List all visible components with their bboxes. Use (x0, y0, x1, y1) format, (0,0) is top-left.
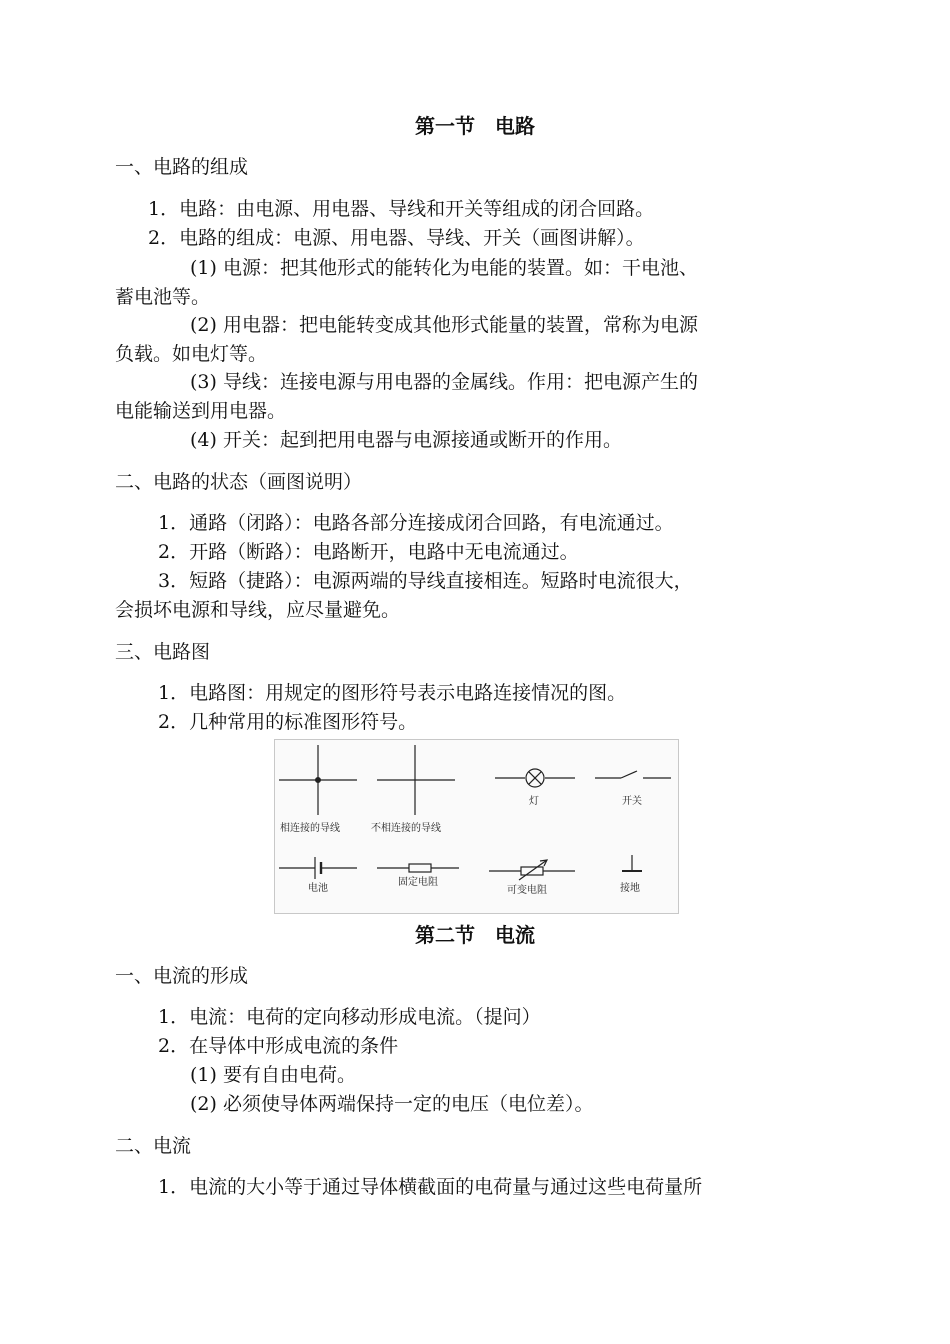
label-battery: 电池 (308, 883, 328, 894)
paragraph-condition-voltage: (2) 必须使导体两端保持一定的电压（电位差）。 (190, 1093, 594, 1115)
section1-heading-composition: 一、电路的组成 (115, 156, 249, 178)
paragraph-open-circuit: 2．开路（断路）：电路断开，电路中无电流通过。 (158, 541, 579, 563)
section1-title: 第一节 电路 (415, 114, 535, 138)
paragraph-circuit-composition: 2．电路的组成：电源、用电器、导线、开关（画图讲解）。 (148, 227, 645, 249)
paragraph-circuit-definition: 1．电路：由电源、用电器、导线和开关等组成的闭合回路。 (148, 198, 655, 220)
paragraph-condition-free-charge: (1) 要有自由电荷。 (190, 1064, 356, 1086)
switch-symbol (595, 771, 671, 778)
crossing-wires-symbol (377, 745, 455, 815)
paragraph-short-circuit-line2: 会损坏电源和导线，应尽量避免。 (115, 599, 401, 621)
paragraph-diagram-definition: 1．电路图：用规定的图形符号表示电路连接情况的图。 (158, 682, 627, 704)
paragraph-power-source-line1: (1) 电源：把其他形式的能转化为电能的装置。如：干电池、 (190, 257, 698, 279)
variable-resistor-symbol (489, 860, 575, 880)
paragraph-load-line1: (2) 用电器：把电能转变成其他形式能量的装置，常称为电源 (190, 314, 698, 336)
section2-heading-formation: 一、电流的形成 (115, 965, 249, 987)
section1-heading-states: 二、电路的状态（画图说明） (115, 471, 363, 493)
fixed-resistor-symbol (377, 864, 459, 872)
battery-symbol (279, 857, 357, 879)
ground-symbol (622, 855, 642, 871)
paragraph-current-magnitude: 1．电流的大小等于通过导体横截面的电荷量与通过这些电荷量所 (158, 1176, 703, 1198)
paragraph-standard-symbols: 2．几种常用的标准图形符号。 (158, 711, 418, 733)
paragraph-switch: (4) 开关：起到把用电器与电源接通或断开的作用。 (190, 429, 622, 451)
label-switch: 开关 (622, 796, 642, 807)
label-variable-resistor: 可变电阻 (507, 885, 547, 896)
label-connected-wires: 相连接的导线 (280, 823, 340, 834)
lamp-symbol (495, 769, 575, 787)
label-lamp: 灯 (529, 796, 539, 807)
paragraph-load-line2: 负载。如电灯等。 (115, 343, 268, 365)
label-fixed-resistor: 固定电阻 (398, 877, 438, 888)
paragraph-wire-line1: (3) 导线：连接电源与用电器的金属线。作用：把电源产生的 (190, 371, 698, 393)
paragraph-closed-circuit: 1．通路（闭路）：电路各部分连接成闭合回路，有电流通过。 (158, 512, 674, 534)
section1-heading-diagram: 三、电路图 (115, 641, 211, 663)
section2-title: 第二节 电流 (415, 923, 535, 947)
paragraph-power-source-line2: 蓄电池等。 (115, 286, 211, 308)
connected-wires-symbol (279, 745, 357, 815)
paragraph-wire-line2: 电能输送到用电器。 (115, 400, 287, 422)
paragraph-short-circuit-line1: 3．短路（捷路）：电源两端的导线直接相连。短路时电流很大， (158, 570, 693, 592)
section2-heading-current: 二、电流 (115, 1135, 192, 1157)
label-crossing-wires: 不相连接的导线 (371, 823, 441, 834)
paragraph-current-conditions: 2．在导体中形成电流的条件 (158, 1035, 399, 1057)
label-ground: 接地 (620, 883, 640, 894)
circuit-symbols-figure (274, 739, 679, 914)
paragraph-current-definition: 1．电流：电荷的定向移动形成电流。（提问） (158, 1006, 541, 1028)
